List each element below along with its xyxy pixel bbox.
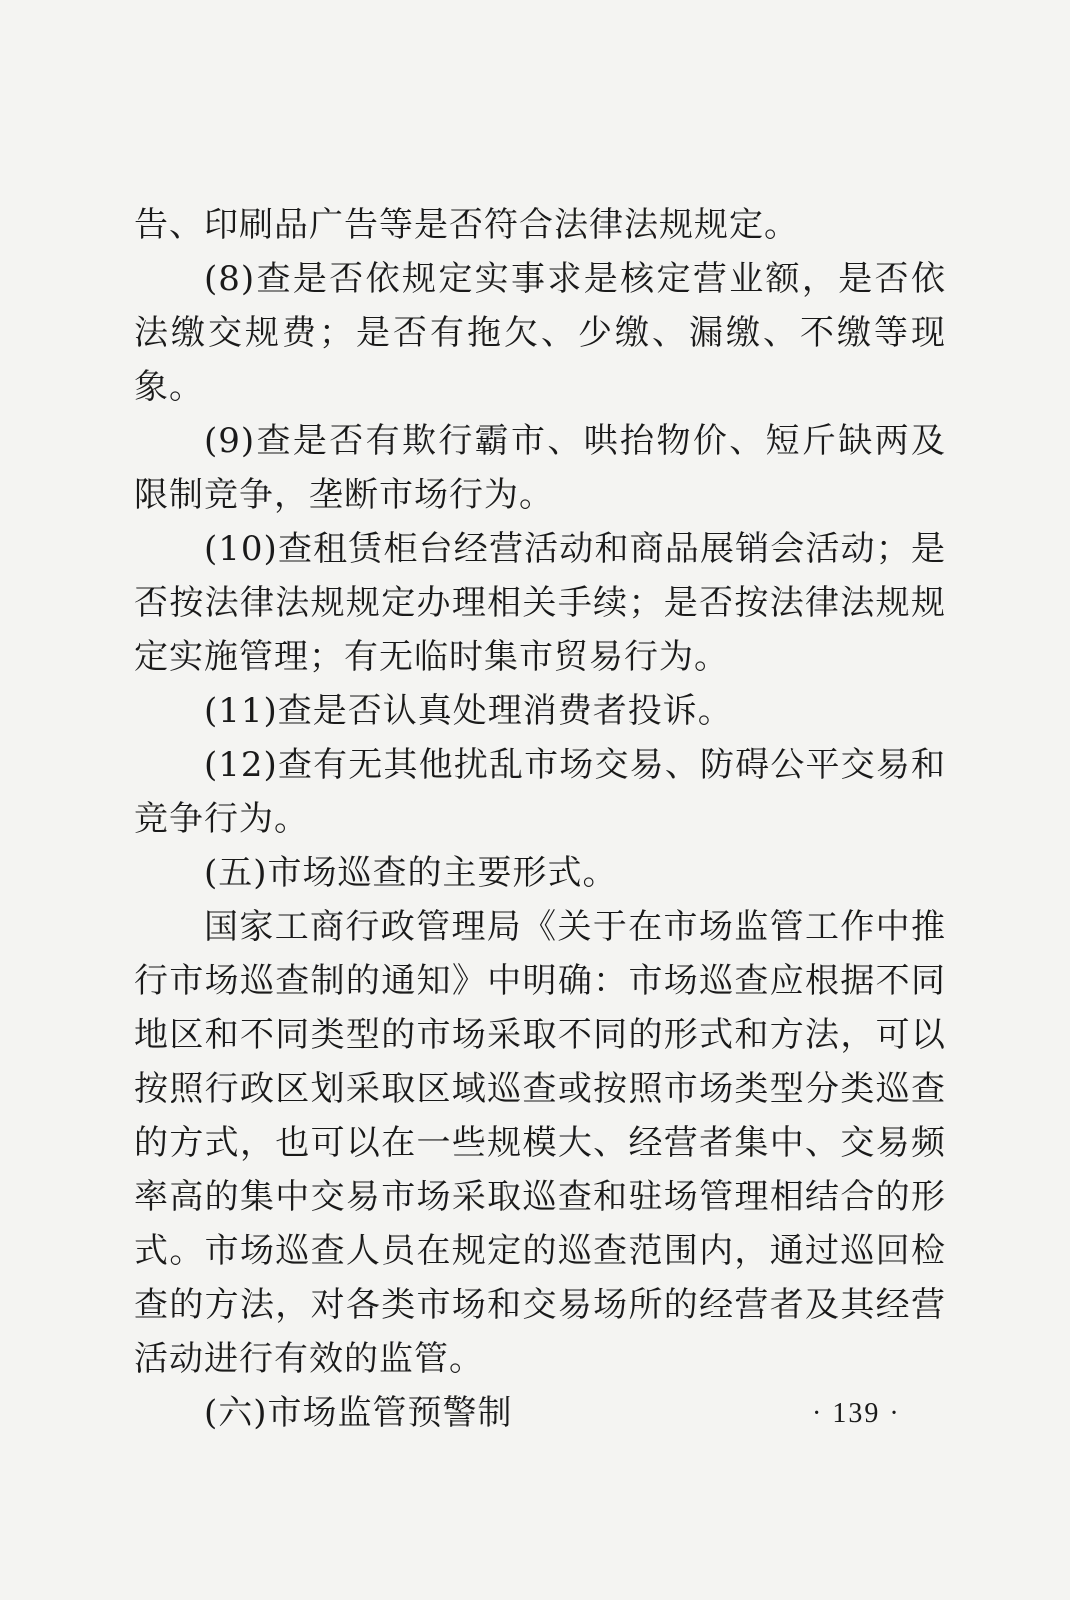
paragraph-item-8: (8)查是否依规定实事求是核定营业额，是否依法缴交规费；是否有拖欠、少缴、漏缴、不缴等现象。 — [134, 259, 946, 407]
section-heading-6: (六)市场监管预警制 — [204, 1393, 513, 1433]
paragraph-notice: 国家工商行政管理局《关于在市场监管工作中推行市场巡查制的通知》中明确：市场巡查应根据不同地区和不同类型的市场采取不同的形式和方法，可以按照行政区划采取区域巡查或按照市场类型分类巡查的方式，也可以在一些规模大、经营者集中、交易频率高的集中交易市场采取巡查和驻场管理相结合的形式。市场巡查人员在规定的巡查范围内，通过巡回检查的方法，对各类市场和交易场所的经营者及其经营活动进行有效的监管。 — [134, 907, 946, 1379]
page-number: · 139 · — [812, 1398, 901, 1429]
paragraph-item-12: (12)查有无其他扰乱市场交易、防碍公平交易和竞争行为。 — [134, 745, 946, 839]
paragraph-continuation: 告、印刷品广告等是否符合法律法规规定。 — [134, 205, 799, 245]
paragraph-item-11: (11)查是否认真处理消费者投诉。 — [204, 691, 733, 731]
paragraph-item-9: (9)查是否有欺行霸市、哄抬物价、短斤缺两及限制竞争，垄断市场行为。 — [134, 421, 946, 515]
body-text — [134, 198, 946, 1440]
section-heading-5: (五)市场巡查的主要形式。 — [204, 853, 618, 893]
paragraph-item-10: (10)查租赁柜台经营活动和商品展销会活动；是否按法律法规规定办理相关手续；是否按法律法规规定实施管理；有无临时集市贸易行为。 — [134, 529, 946, 677]
